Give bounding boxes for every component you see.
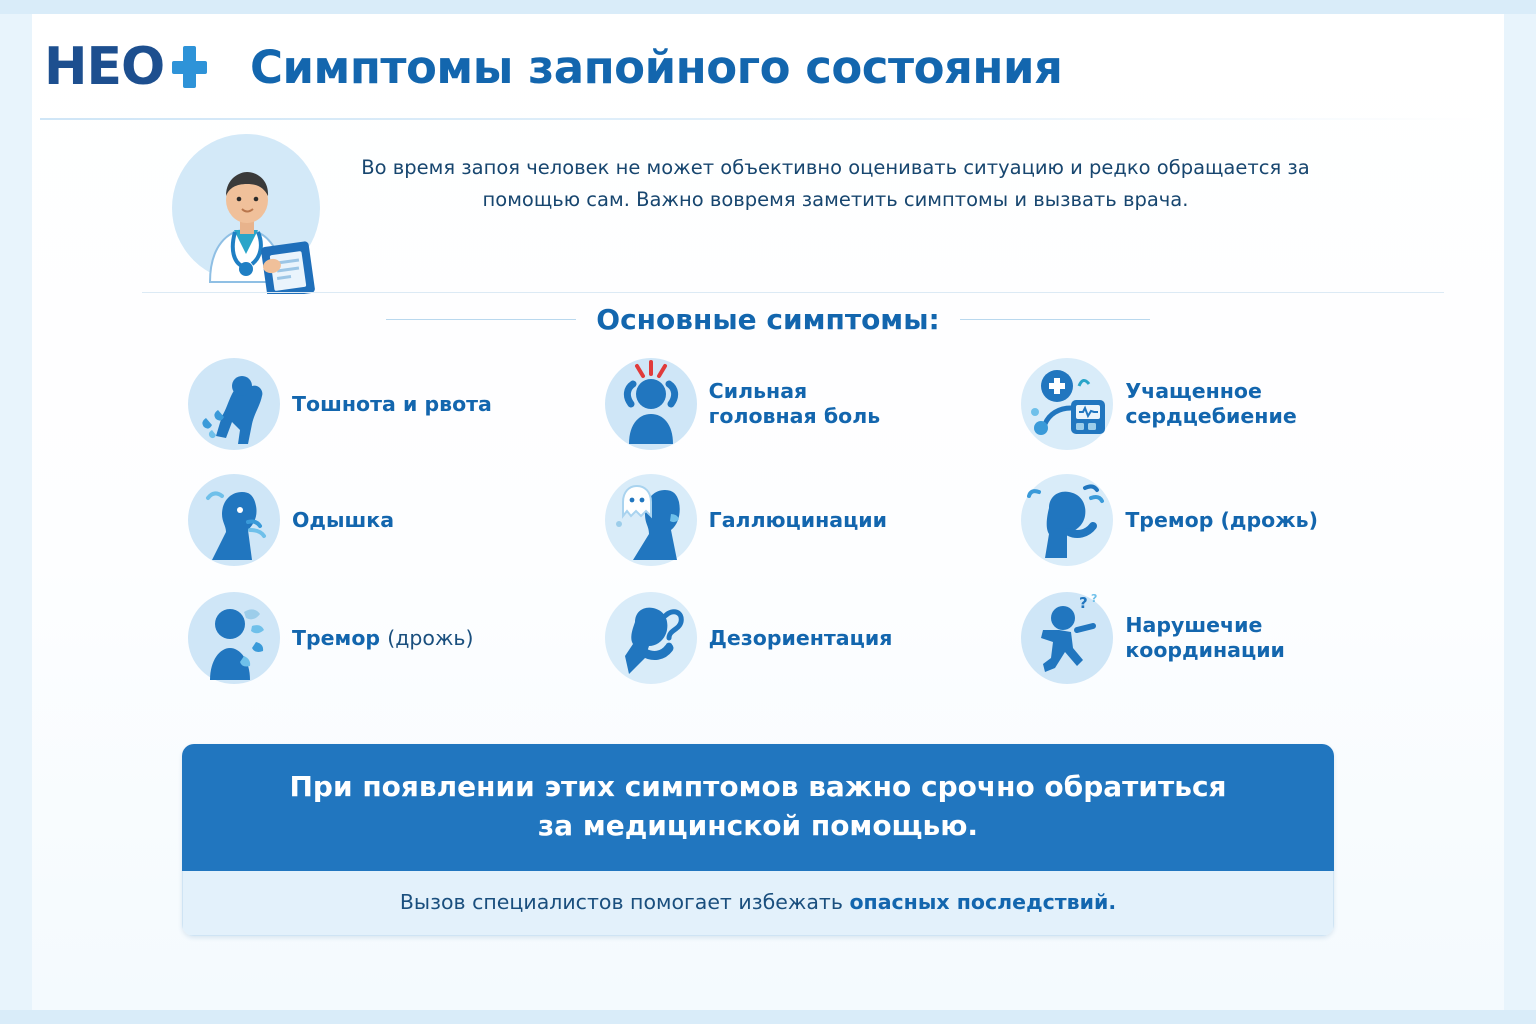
symptom-label bbox=[1125, 508, 1318, 533]
coordination-glyph bbox=[1015, 586, 1119, 690]
symptom-label-second: координации bbox=[1125, 638, 1285, 662]
symptom-label bbox=[709, 508, 887, 533]
symptom-item bbox=[599, 346, 1016, 462]
symptom-item bbox=[182, 578, 599, 698]
symptom-label-main: Тремор (дрожь) bbox=[1125, 507, 1318, 532]
shortness-of-breath-icon bbox=[182, 468, 286, 572]
symptom-label bbox=[1125, 613, 1285, 663]
unsteady-walking-icon bbox=[1015, 586, 1119, 690]
ghost-hallucination-icon bbox=[599, 468, 703, 572]
callout-subtext-prefix: Вызов специалистов помогает избежать bbox=[399, 890, 850, 915]
symptom-label-main: Дезориентация bbox=[708, 625, 893, 650]
trembling-person-icon bbox=[182, 586, 286, 690]
header bbox=[32, 14, 1504, 120]
confused-person-icon bbox=[599, 586, 703, 690]
callout-subtext-bold: опасных последствий. bbox=[849, 890, 1117, 915]
heading-rule-left bbox=[386, 319, 576, 320]
breath-glyph bbox=[182, 468, 286, 572]
bottom-decorative-band bbox=[0, 1010, 1536, 1024]
right-decorative-band bbox=[1504, 14, 1536, 1010]
blood-pressure-monitor-icon bbox=[1015, 352, 1119, 456]
vomiting-glyph bbox=[182, 352, 286, 456]
symptom-label bbox=[1125, 379, 1432, 429]
symptom-label-second: (дрожь) bbox=[387, 625, 474, 650]
symptom-item bbox=[182, 346, 599, 462]
symptom-label-main: Учащенное сердцебиение bbox=[1125, 379, 1297, 428]
symptom-label bbox=[292, 508, 394, 533]
intro-text: Во время запоя человек не может объективно оценивать ситуацию и редко обращается за помощью сам. Важно вовремя заметить симптомы и вызвать врача. bbox=[361, 156, 1310, 211]
symptom-item bbox=[182, 462, 599, 578]
disorientation-glyph bbox=[599, 586, 703, 690]
intro-divider bbox=[142, 292, 1444, 293]
brand-logo bbox=[40, 36, 250, 98]
symptom-item bbox=[1015, 578, 1432, 698]
svg-text:?: ? bbox=[1091, 592, 1098, 605]
callout-secondary bbox=[182, 871, 1334, 936]
symptom-item bbox=[1015, 346, 1432, 462]
symptom-label bbox=[709, 626, 893, 651]
section-heading-label: Основные симптомы: bbox=[596, 302, 940, 336]
page-title: Симптомы запойного состояния bbox=[250, 40, 1063, 94]
symptom-label-main: Галлюцинации bbox=[708, 507, 887, 532]
symptom-label-main: Тремор bbox=[292, 625, 381, 650]
brand-logo-text: НЕО bbox=[44, 37, 165, 97]
left-decorative-band bbox=[0, 14, 32, 1010]
callout-primary bbox=[182, 744, 1334, 871]
bp-monitor-glyph bbox=[1015, 352, 1119, 456]
callout-subtext bbox=[223, 890, 1293, 914]
symptom-label bbox=[292, 392, 492, 417]
symptom-label bbox=[292, 626, 474, 651]
trembling-glyph bbox=[182, 586, 286, 690]
doctor-with-clipboard-icon bbox=[172, 134, 332, 294]
doctor-illustration bbox=[172, 134, 332, 294]
symptom-label-second: головная боль bbox=[708, 404, 881, 428]
symptoms-grid bbox=[182, 346, 1432, 698]
symptom-label-main: Тошнота и рвота bbox=[292, 391, 492, 416]
section-heading bbox=[32, 296, 1504, 342]
hallucination-glyph bbox=[599, 468, 703, 572]
symptom-label-main: Одышка bbox=[292, 507, 395, 532]
callout-line-2: за медицинской помощью. bbox=[537, 808, 979, 842]
headache-person-icon bbox=[599, 352, 703, 456]
headache-glyph bbox=[599, 352, 703, 456]
symptom-item bbox=[1015, 462, 1432, 578]
tremor-head-glyph bbox=[1015, 468, 1119, 572]
symptom-label-main: Сильная bbox=[708, 379, 808, 403]
heading-rule-right bbox=[960, 319, 1150, 320]
intro-block bbox=[172, 134, 1332, 294]
symptom-label bbox=[709, 379, 881, 429]
vomiting-person-icon bbox=[182, 352, 286, 456]
symptom-item bbox=[599, 462, 1016, 578]
medical-plus-icon bbox=[168, 46, 210, 88]
content-canvas bbox=[32, 14, 1504, 1010]
symptom-label-main: Нарушечие bbox=[1125, 613, 1263, 637]
callout-banner bbox=[182, 744, 1334, 936]
symptom-item bbox=[599, 578, 1016, 698]
shaking-head-icon bbox=[1015, 468, 1119, 572]
callout-line-1: При появлении этих симптомов важно срочно обратиться bbox=[289, 770, 1227, 803]
svg-text:?: ? bbox=[1079, 594, 1089, 612]
top-decorative-band bbox=[0, 0, 1536, 14]
